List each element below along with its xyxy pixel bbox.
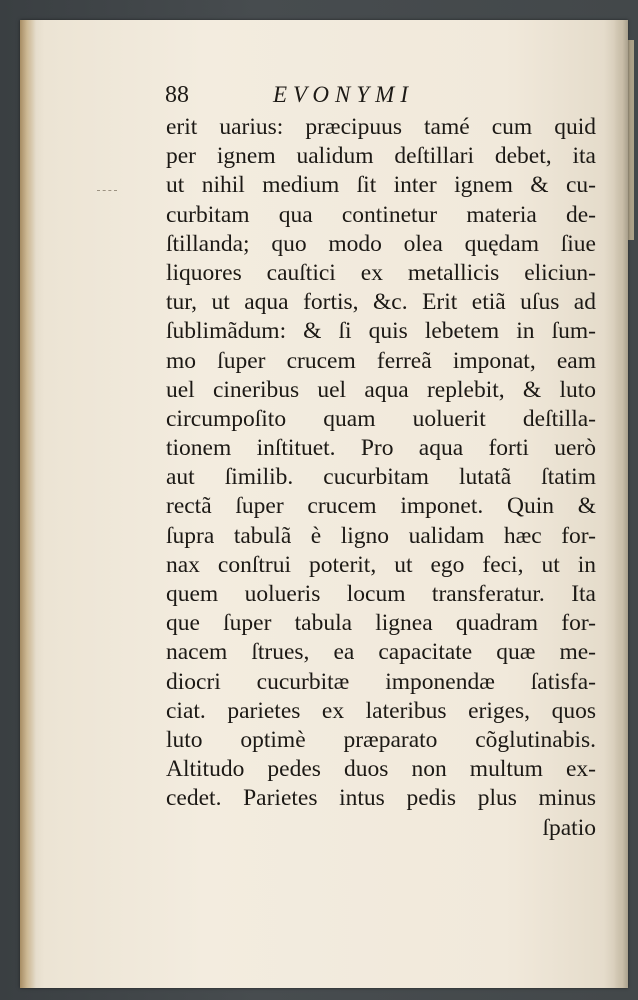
text-line: per ignem ualidum deſtillari debet, ita	[166, 143, 596, 170]
text-line: tur, ut aqua fortis, &c. Erit etiã uſus ad	[166, 289, 596, 316]
text-line: mo ſuper crucem ferreã imponat, eam	[166, 347, 596, 374]
running-head: EVONYMI	[273, 82, 414, 107]
text-line: circumpoſito quam uoluerit deſtilla-	[166, 405, 596, 432]
text-line: Altitudo pedes duos non multum ex-	[166, 756, 596, 783]
text-line: ſupra tabulã è ligno ualidam hæc for-	[166, 522, 596, 549]
text-line: diocri cucurbitæ imponendæ ſatisfa-	[166, 668, 596, 695]
page-gutter-shadow	[20, 20, 36, 988]
text-line: curbitam qua continetur materia de-	[166, 201, 596, 228]
text-line: ut nihil medium ſit inter ignem & cu-	[166, 172, 596, 199]
text-line: tionem inſtituet. Pro aqua forti uerò	[166, 435, 596, 462]
text-line: erit uarius: præcipuus tamé cum quid	[166, 114, 596, 140]
text-line: ſtillanda; quo modo olea quędam ſiue	[166, 230, 596, 257]
page-number: 88	[165, 82, 189, 108]
margin-mark	[97, 190, 117, 191]
text-line: que ſuper tabula lignea quadram for-	[166, 610, 596, 637]
text-line: nacem ſtrues, ea capacitate quæ me-	[166, 639, 596, 666]
text-line: ſublimãdum: & ſi quis lebetem in ſum-	[166, 318, 596, 345]
text-line: luto optimè præparato cõglutinabis.	[166, 726, 596, 753]
text-line: aut ſimilib. cucurbitam lutatã ſtatim	[166, 464, 596, 491]
text-line: liquores cauſtici ex metallicis eliciun-	[166, 259, 596, 286]
text-line: rectã ſuper crucem imponet. Quin &	[166, 493, 596, 520]
text-line: uel cineribus uel aqua replebit, & luto	[166, 376, 596, 403]
text-line: ciat. parietes ex lateribus eriges, quos	[166, 697, 596, 724]
text-line: cedet. Parietes intus pedis plus minus	[166, 785, 596, 812]
text-line: nax conſtrui poterit, ut ego feci, ut in	[166, 551, 596, 578]
page-outer-edge	[614, 20, 628, 988]
page-header	[165, 78, 595, 112]
text-line: ſpatio	[542, 814, 596, 841]
body-text	[166, 113, 596, 843]
text-line: quem uolueris locum transferatur. Ita	[166, 581, 596, 607]
